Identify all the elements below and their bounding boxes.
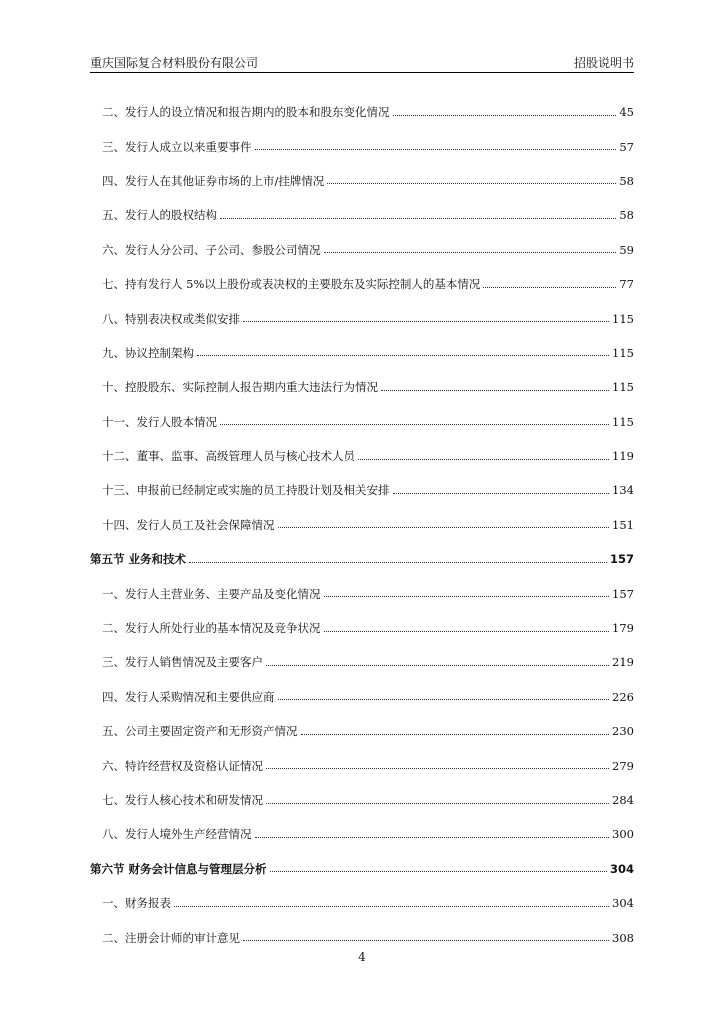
toc-section-entry[interactable] [90,542,634,576]
table-of-contents [90,95,634,955]
toc-entry-title: 一、财务报表 [102,896,171,911]
company-name: 重庆国际复合材料股份有限公司 [90,56,259,70]
toc-entry-title: 四、发行人采购情况和主要供应商 [102,689,275,704]
toc-entry[interactable] [90,817,634,851]
toc-dot-leader [266,803,609,804]
toc-entry-page: 77 [619,277,634,292]
toc-entry[interactable] [90,233,634,267]
toc-entry-title: 二、发行人所处行业的基本情况及竞争状况 [102,621,321,636]
toc-dot-leader [393,493,610,494]
toc-entry[interactable] [90,748,634,782]
toc-dot-leader [270,871,607,872]
toc-entry-page: 300 [612,827,634,842]
toc-dot-leader [324,252,617,253]
toc-dot-leader [324,631,610,632]
toc-dot-leader [197,355,609,356]
toc-entry-page: 58 [619,208,634,223]
toc-entry[interactable] [90,95,634,129]
toc-entry[interactable] [90,886,634,920]
toc-dot-leader [189,562,607,563]
toc-dot-leader [301,734,610,735]
toc-entry-title: 二、注册会计师的审计意见 [102,930,240,945]
toc-entry-title: 第六节 财务会计信息与管理层分析 [90,861,267,876]
toc-dot-leader [243,940,609,941]
toc-entry-page: 157 [609,552,634,567]
toc-entry-page: 226 [612,689,634,704]
toc-entry-page: 308 [612,930,634,945]
toc-entry[interactable] [90,301,634,335]
toc-section-entry[interactable] [90,852,634,886]
toc-dot-leader [255,149,617,150]
toc-entry[interactable] [90,267,634,301]
toc-dot-leader [243,321,609,322]
header-divider [90,72,634,73]
toc-entry-title: 十三、申报前已经制定或实施的员工持股计划及相关安排 [102,483,390,498]
toc-dot-leader [174,906,609,907]
toc-entry-page: 304 [609,861,634,876]
toc-entry[interactable] [90,370,634,404]
document-type: 招股说明书 [573,56,634,70]
toc-entry-page: 179 [612,621,634,636]
toc-dot-leader [278,699,610,700]
toc-entry-page: 115 [612,414,634,429]
toc-entry-page: 115 [612,311,634,326]
toc-dot-leader [255,837,610,838]
toc-entry-page: 115 [612,345,634,360]
toc-entry-title: 二、发行人的设立情况和报告期内的股本和股东变化情况 [102,105,390,120]
toc-dot-leader [220,424,609,425]
toc-dot-leader [483,287,616,288]
toc-entry-title: 七、持有发行人 5%以上股份或表决权的主要股东及实际控制人的基本情况 [102,277,481,292]
toc-entry[interactable] [90,645,634,679]
toc-entry[interactable] [90,129,634,163]
toc-dot-leader [324,596,610,597]
toc-entry-title: 六、特许经营权及资格认证情况 [102,758,263,773]
toc-entry-title: 三、发行人成立以来重要事件 [102,139,252,154]
toc-dot-leader [393,115,617,116]
toc-dot-leader [358,459,609,460]
toc-dot-leader [266,665,609,666]
toc-entry-page: 59 [619,242,634,257]
toc-entry-page: 45 [619,105,634,120]
toc-entry[interactable] [90,783,634,817]
toc-entry-title: 九、协议控制架构 [102,345,194,360]
toc-entry-page: 304 [612,896,634,911]
toc-entry[interactable] [90,680,634,714]
toc-entry-page: 115 [612,380,634,395]
toc-dot-leader [327,183,616,184]
toc-entry-title: 四、发行人在其他证券市场的上市/挂牌情况 [102,173,325,188]
toc-entry-title: 十二、董事、监事、高级管理人员与核心技术人员 [102,449,355,464]
toc-entry-title: 十四、发行人员工及社会保障情况 [102,517,275,532]
page-number: 4 [358,950,366,964]
toc-dot-leader [266,768,609,769]
toc-entry[interactable] [90,576,634,610]
toc-entry-title: 一、发行人主营业务、主要产品及变化情况 [102,586,321,601]
toc-entry-title: 十、控股股东、实际控制人报告期内重大违法行为情况 [102,380,378,395]
toc-entry-page: 219 [612,655,634,670]
toc-entry-title: 七、发行人核心技术和研发情况 [102,793,263,807]
toc-entry-title: 六、发行人分公司、子公司、参股公司情况 [102,242,321,257]
toc-entry-page: 119 [612,449,634,464]
toc-entry[interactable] [90,714,634,748]
toc-entry-page: 134 [612,483,634,498]
page-header [90,54,634,70]
toc-entry-page: 279 [612,758,634,773]
toc-entry[interactable] [90,439,634,473]
toc-dot-leader [220,218,616,219]
toc-dot-leader [278,527,610,528]
toc-entry-title: 第五节 业务和技术 [90,552,187,567]
toc-entry[interactable] [90,473,634,507]
toc-entry[interactable] [90,164,634,198]
toc-entry-page: 284 [612,793,634,807]
toc-entry-title: 八、发行人境外生产经营情况 [102,827,252,842]
toc-entry-page: 157 [612,586,634,601]
toc-entry-page: 58 [619,173,634,188]
toc-entry-title: 五、公司主要固定资产和无形资产情况 [102,724,298,739]
toc-entry-title: 十一、发行人股本情况 [102,414,217,429]
toc-entry[interactable] [90,336,634,370]
toc-entry-title: 五、发行人的股权结构 [102,208,217,223]
toc-entry-page: 230 [612,724,634,739]
toc-entry[interactable] [90,198,634,232]
toc-entry-title: 三、发行人销售情况及主要客户 [102,655,263,670]
toc-entry-page: 57 [619,139,634,154]
toc-entry-title: 八、特别表决权或类似安排 [102,311,240,326]
toc-entry[interactable] [90,405,634,439]
toc-entry-page: 151 [612,517,634,532]
toc-dot-leader [381,390,609,391]
toc-entry[interactable] [90,611,634,645]
toc-entry[interactable] [90,508,634,542]
